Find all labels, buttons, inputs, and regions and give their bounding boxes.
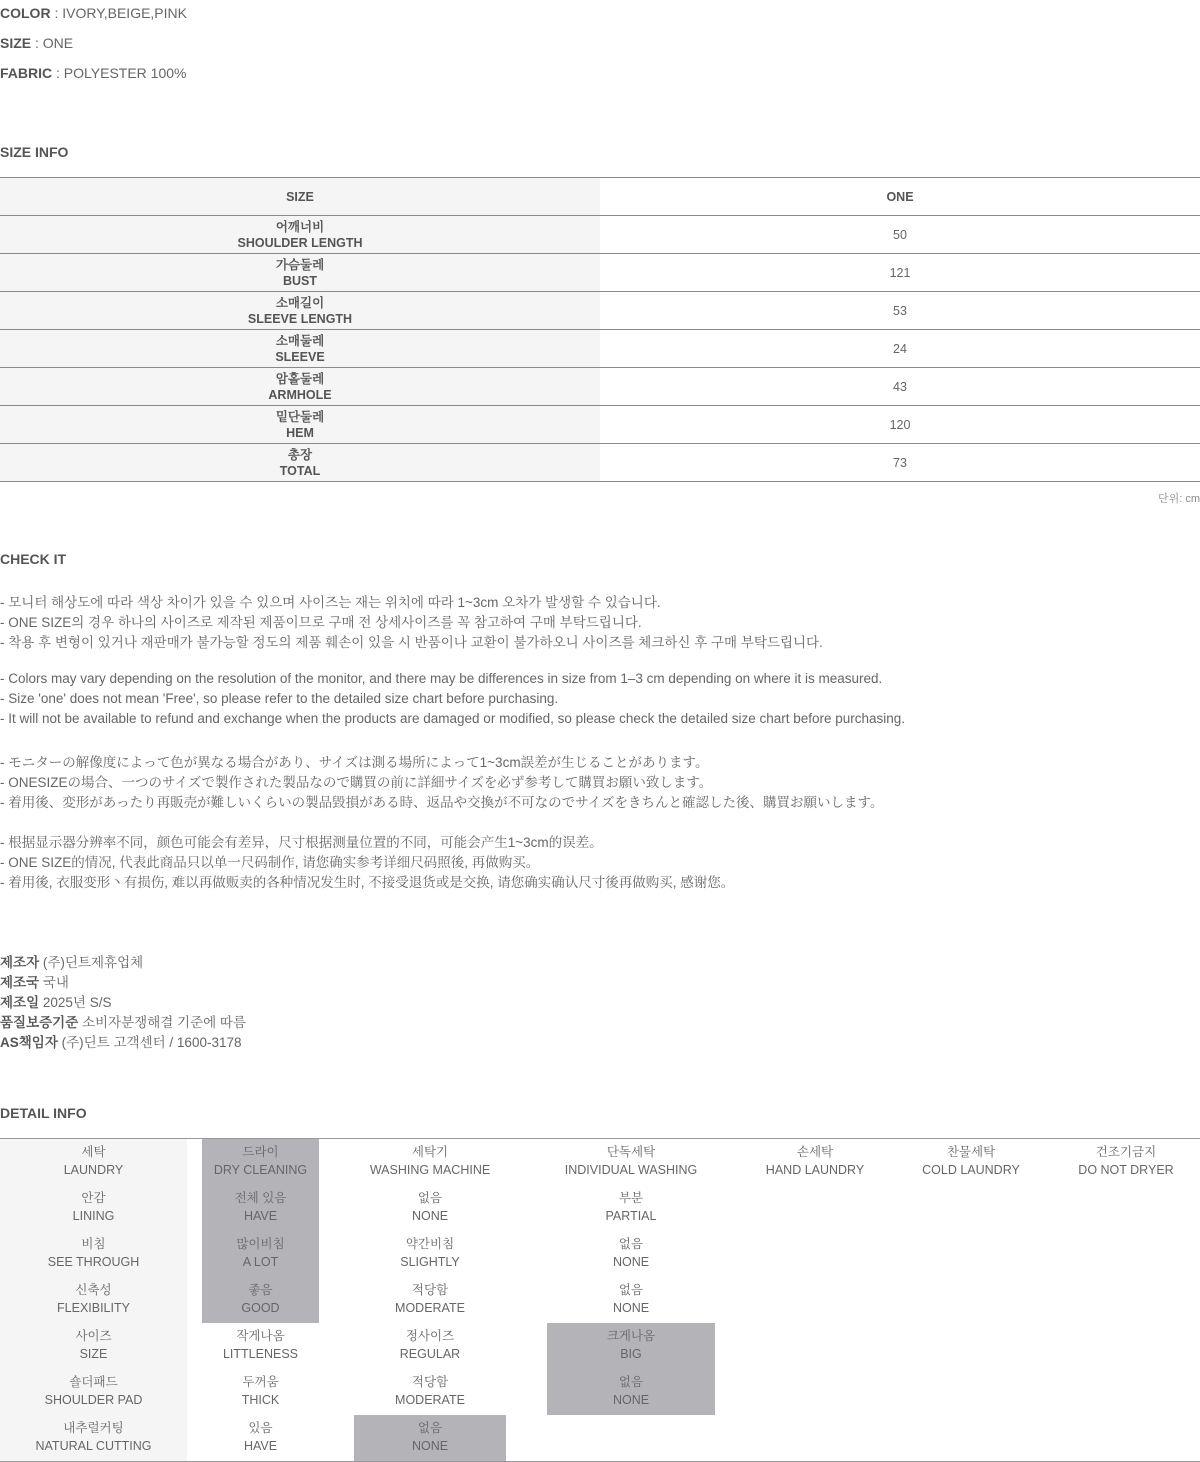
detail-cell-ko: 약간비침	[405, 1237, 455, 1251]
detail-cell-ko: 안감	[81, 1191, 106, 1205]
detail-cell-en: LAUNDRY	[63, 1163, 124, 1177]
detail-cell-en: MODERATE	[395, 1393, 465, 1407]
size-row-value: 53	[600, 292, 1200, 330]
maker-row	[0, 971, 69, 991]
detail-option	[202, 1373, 319, 1409]
maker-value: 국내	[39, 975, 69, 990]
detail-cell-ko: 사이즈	[75, 1329, 112, 1343]
table-row	[0, 254, 1200, 292]
notice-line: - 着用後、変形があったり再販売が難しいくらいの製品毀損がある時、返品や交換が不可なのでサイズをきちんと確認した後、購買お願いします。	[0, 795, 884, 810]
size-header-label: SIZE	[0, 178, 600, 216]
detail-cell-ko: 비침	[81, 1237, 106, 1251]
maker-row	[0, 991, 111, 1011]
detail-row-label	[0, 1189, 187, 1225]
maker-row	[0, 1031, 241, 1051]
detail-option	[354, 1281, 506, 1317]
size-row-label	[0, 368, 600, 406]
detail-cell-en: NONE	[612, 1255, 650, 1269]
maker-row	[0, 1011, 246, 1031]
size-row-ko: 가슴둘레	[275, 257, 325, 272]
detail-cell-en: LINING	[72, 1209, 115, 1223]
spec-value: : POLYESTER 100%	[52, 65, 187, 81]
spec-label: FABRIC	[0, 65, 53, 81]
maker-label: 제조자	[0, 955, 40, 970]
size-row-en: BUST	[282, 273, 318, 288]
detail-cell-en: BIG	[620, 1347, 642, 1361]
size-row-en: HEM	[286, 425, 314, 440]
spec-label: SIZE	[0, 35, 32, 51]
detail-table	[0, 1138, 1200, 1462]
detail-cell-ko: 신축성	[75, 1283, 112, 1297]
detail-cell-en: HAVE	[243, 1209, 278, 1223]
size-row-label	[0, 406, 600, 444]
maker-value: 소비자분쟁해결 기준에 따름	[78, 1015, 246, 1030]
size-row-value: 120	[600, 406, 1200, 444]
size-row-ko: 소매길이	[275, 295, 325, 310]
detail-option	[354, 1189, 506, 1225]
detail-option	[1052, 1143, 1200, 1179]
detail-option	[547, 1143, 715, 1179]
detail-cell-ko: 세탁기	[411, 1145, 449, 1159]
spec-size	[0, 35, 73, 51]
size-row-value: 121	[600, 254, 1200, 292]
size-row-en: SHOULDER LENGTH	[237, 235, 363, 250]
size-table-header	[0, 178, 1200, 216]
detail-cell-en: INDIVIDUAL WASHING	[564, 1163, 698, 1177]
spec-fabric	[0, 65, 186, 81]
detail-row-label	[0, 1327, 187, 1363]
detail-option	[202, 1419, 319, 1455]
detail-cell-en: PARTIAL	[605, 1209, 657, 1223]
detail-option	[731, 1143, 899, 1179]
detail-option-selected	[202, 1235, 319, 1271]
size-row-ko: 암홀둘레	[275, 371, 325, 386]
notice-line: - Colors may vary depending on the resolution of the monitor, and there may be differences in size from 1–3 cm depending on where it is measured.	[0, 671, 883, 686]
notice-line: - モニターの解像度によって色が異なる場合があり、サイズは測る場所によって1~3cm誤差が生じることがあります。	[0, 755, 709, 770]
spec-value: : IVORY,BEIGE,PINK	[50, 5, 187, 21]
size-row-en: SLEEVE LENGTH	[247, 311, 353, 326]
maker-value: 2025년 S/S	[39, 995, 112, 1010]
detail-option	[354, 1235, 506, 1271]
size-row-ko: 소매둘레	[275, 333, 325, 348]
size-row-ko: 총장	[287, 447, 313, 462]
detail-cell-ko: 부분	[618, 1191, 644, 1205]
detail-cell-ko: 없음	[618, 1237, 644, 1251]
detail-cell-ko: 드라이	[242, 1145, 279, 1159]
size-row-ko: 어깨너비	[275, 219, 325, 234]
detail-row-label	[0, 1373, 187, 1409]
detail-option	[354, 1373, 506, 1409]
detail-row-label	[0, 1281, 187, 1317]
detail-row-label	[0, 1419, 187, 1455]
detail-option	[547, 1235, 715, 1271]
detail-cell-ko: 작게나옴	[236, 1329, 285, 1343]
maker-value: (주)딘트제휴업체	[39, 955, 144, 970]
size-table	[0, 177, 1200, 482]
size-row-value: 73	[600, 444, 1200, 482]
notice-line: - 모니터 해상도에 따라 색상 차이가 있을 수 있으며 사이즈는 재는 위치에 따라 1~3cm 오차가 발생할 수 있습니다.	[0, 595, 661, 610]
size-row-value: 43	[600, 368, 1200, 406]
detail-cell-ko: 많이비침	[236, 1237, 285, 1251]
detail-row-label	[0, 1143, 187, 1179]
detail-cell-ko: 적당함	[411, 1375, 449, 1389]
maker-label: AS책임자	[0, 1035, 58, 1050]
detail-cell-en: NONE	[411, 1439, 449, 1453]
detail-cell-ko: 세탁	[81, 1145, 106, 1159]
detail-cell-ko: 적당함	[411, 1283, 449, 1297]
detail-option-selected	[202, 1281, 319, 1317]
detail-cell-en: WASHING MACHINE	[369, 1163, 491, 1177]
detail-cell-en: DRY CLEANING	[213, 1163, 308, 1177]
detail-cell-ko: 단독세탁	[606, 1145, 656, 1159]
maker-label: 품질보증기준	[0, 1015, 79, 1030]
size-row-en: ARMHOLE	[268, 387, 332, 402]
size-row-value: 50	[600, 216, 1200, 254]
size-row-label	[0, 254, 600, 292]
size-row-label	[0, 330, 600, 368]
maker-label: 제조일	[0, 995, 40, 1010]
detail-option-selected	[547, 1327, 715, 1363]
detail-cell-en: NONE	[612, 1301, 650, 1315]
detail-cell-en: HAVE	[243, 1439, 278, 1453]
detail-cell-ko: 찬물세탁	[946, 1145, 996, 1159]
detail-cell-ko: 없음	[618, 1283, 644, 1297]
detail-option-selected	[202, 1189, 319, 1225]
notice-line: - 根据显示器分辨率不同，颜色可能会有差异，尺寸根据测量位置的不同，可能会产生1~3cm的误差。	[0, 835, 603, 850]
detail-option	[354, 1143, 506, 1179]
spec-value: : ONE	[31, 35, 74, 51]
size-row-ko: 밑단둘레	[275, 409, 325, 424]
detail-cell-en: SHOULDER PAD	[44, 1393, 143, 1407]
unit-note: 단위: cm	[1157, 493, 1200, 505]
spec-color	[0, 5, 187, 21]
notice-line: - 착용 후 변형이 있거나 재판매가 불가능할 정도의 제품 훼손이 있을 시 반품이나 교환이 불가하오니 사이즈를 체크하신 후 구매 부탁드립니다.	[0, 635, 823, 650]
table-row	[0, 368, 1200, 406]
detail-cell-en: NONE	[411, 1209, 449, 1223]
size-row-label	[0, 444, 600, 482]
detail-cell-ko: 두꺼움	[242, 1375, 279, 1389]
maker-label: 제조국	[0, 975, 40, 990]
detail-cell-en: MODERATE	[395, 1301, 465, 1315]
detail-cell-en: SEE THROUGH	[47, 1255, 140, 1269]
detail-cell-ko: 없음	[618, 1375, 644, 1389]
detail-cell-en: GOOD	[241, 1301, 280, 1315]
notice-line: - ONE SIZE的情况, 代表此商品只以单一尺码制作, 请您确实参考详细尺码照後, 再做购买。	[0, 855, 540, 870]
detail-cell-ko: 내추럴커팅	[63, 1421, 124, 1435]
notice-line: - ONE SIZE의 경우 하나의 사이즈로 제작된 제품이므로 구매 전 상세사이즈를 꼭 참고하여 구매 부탁드립니다.	[0, 615, 642, 630]
detail-cell-en: A LOT	[242, 1255, 279, 1269]
maker-row	[0, 951, 143, 971]
detail-cell-en: THICK	[241, 1393, 280, 1407]
detail-option-selected	[547, 1373, 715, 1409]
maker-value: (주)딘트 고객센터 / 1600-3178	[57, 1035, 242, 1050]
detail-cell-en: NONE	[612, 1393, 650, 1407]
table-row	[0, 216, 1200, 254]
detail-cell-en: SLIGHTLY	[400, 1255, 460, 1269]
detail-option	[899, 1143, 1043, 1179]
detail-cell-en: FLEXIBILITY	[57, 1301, 130, 1315]
detail-option-selected	[202, 1143, 319, 1179]
notice-line: - ONESIZEの場合、一つのサイズで製作された製品なので購買の前に詳細サイズを必ず参考して購買お願い致します。	[0, 775, 713, 790]
notice-line: - Size 'one' does not mean 'Free', so please refer to the detailed size chart before purchasing.	[0, 691, 559, 706]
size-row-value: 24	[600, 330, 1200, 368]
detail-cell-en: REGULAR	[399, 1347, 461, 1361]
detail-cell-ko: 정사이즈	[405, 1329, 455, 1343]
detail-option	[547, 1281, 715, 1317]
detail-option	[547, 1189, 715, 1225]
table-row	[0, 406, 1200, 444]
detail-option-selected	[354, 1419, 506, 1455]
detail-cell-ko: 없음	[417, 1421, 443, 1435]
table-row	[0, 330, 1200, 368]
detail-option	[202, 1327, 319, 1363]
notice-line: - It will not be available to refund and exchange when the products are damaged or modified, so please check the detailed size chart before purchasing.	[0, 711, 906, 726]
detail-cell-en: NATURAL CUTTING	[35, 1439, 152, 1453]
detail-row-label	[0, 1235, 187, 1271]
detail-cell-en: HAND LAUNDRY	[765, 1163, 865, 1177]
size-info-heading: SIZE INFO	[0, 144, 69, 160]
detail-cell-ko: 손세탁	[796, 1145, 834, 1159]
detail-cell-ko: 전체 있음	[234, 1191, 287, 1205]
detail-cell-en: SIZE	[79, 1347, 108, 1361]
detail-cell-ko: 좋음	[248, 1283, 273, 1297]
spec-label: COLOR	[0, 5, 51, 21]
size-row-en: TOTAL	[279, 463, 321, 478]
detail-cell-ko: 숄더패드	[69, 1375, 118, 1389]
notice-line: - 着用後, 衣服变形丶有损伤, 难以再做贩卖的各种情况发生时, 不接受退货或是交换, 请您确实确认尺寸後再做购买, 感谢您。	[0, 875, 735, 890]
detail-cell-ko: 건조기금지	[1095, 1145, 1157, 1159]
detail-info-heading: DETAIL INFO	[0, 1105, 87, 1121]
size-row-label	[0, 292, 600, 330]
size-row-en: SLEEVE	[275, 349, 325, 364]
detail-cell-ko: 없음	[417, 1191, 443, 1205]
detail-cell-en: DO NOT DRYER	[1078, 1163, 1174, 1177]
detail-cell-ko: 있음	[248, 1421, 273, 1435]
detail-cell-en: LITTLENESS	[222, 1347, 299, 1361]
table-row	[0, 444, 1200, 482]
size-header-value: ONE	[600, 178, 1200, 216]
size-row-label	[0, 216, 600, 254]
detail-cell-ko: 크게나옴	[606, 1329, 656, 1343]
check-it-heading: CHECK IT	[0, 551, 67, 567]
detail-cell-en: COLD LAUNDRY	[922, 1163, 1020, 1177]
table-row	[0, 292, 1200, 330]
detail-option	[354, 1327, 506, 1363]
